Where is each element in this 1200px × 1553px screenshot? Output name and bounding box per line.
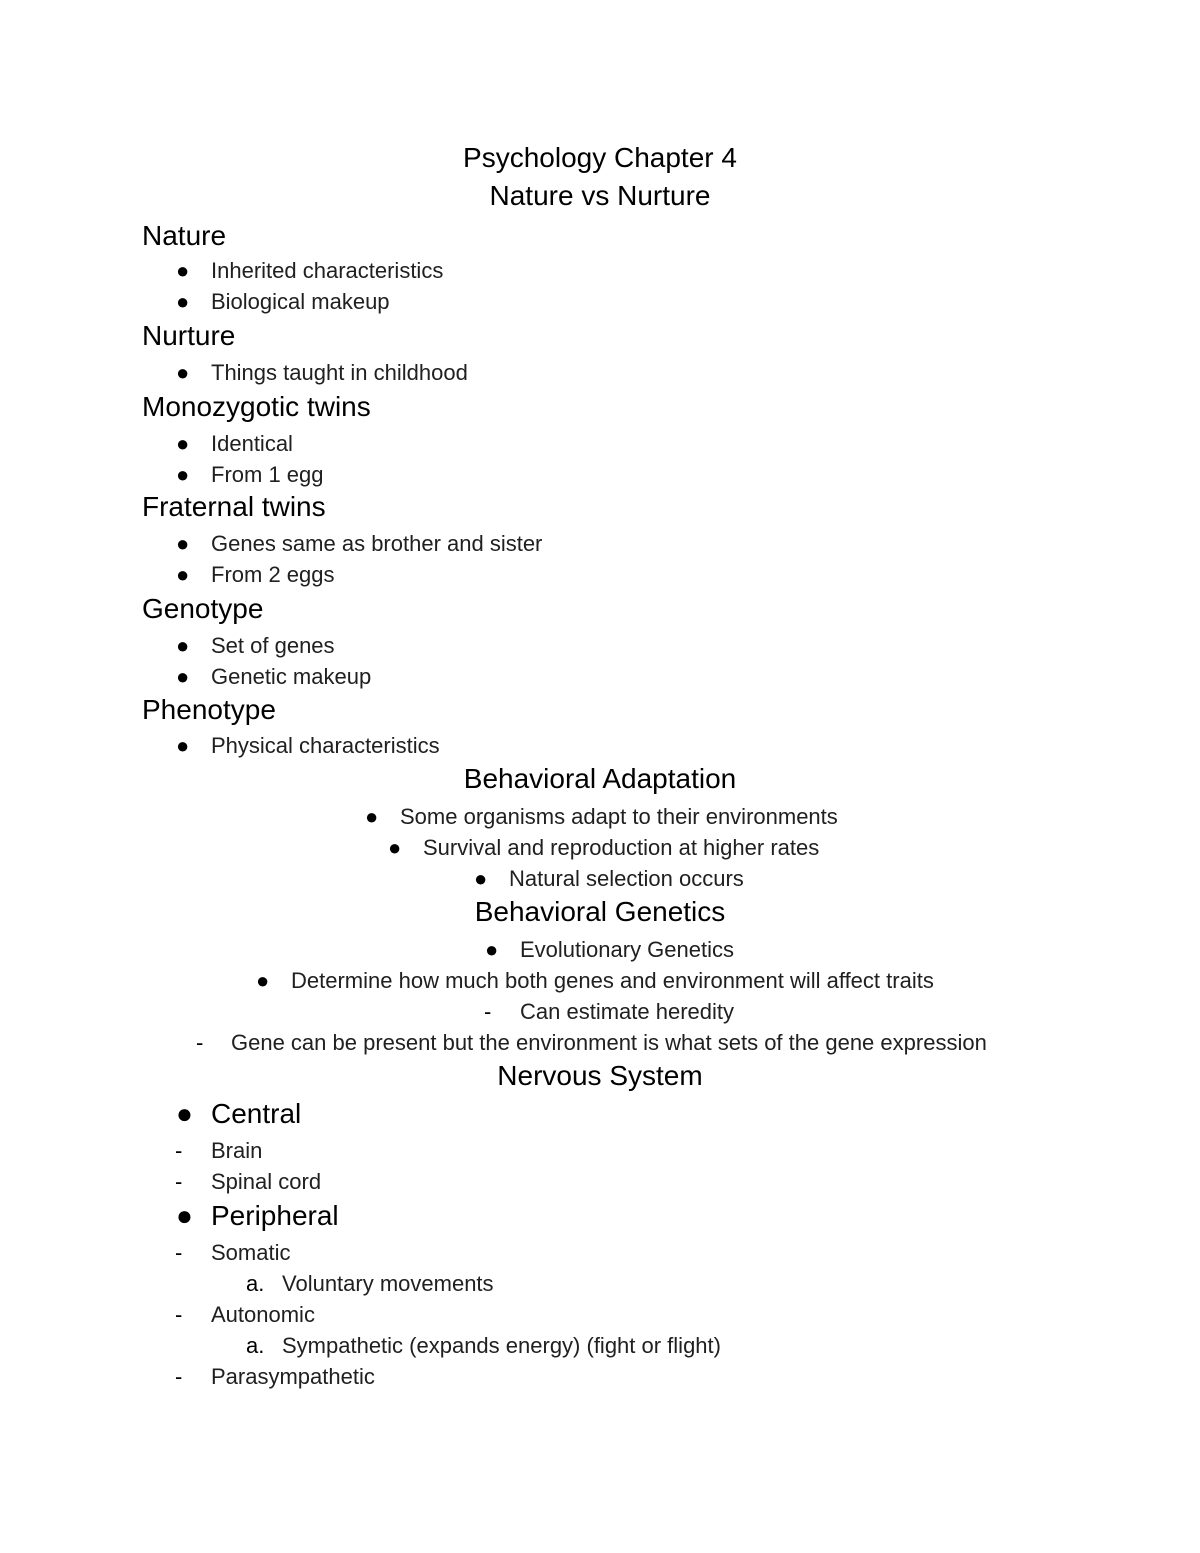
bullet-icon: ● xyxy=(176,289,190,314)
bullet-icon: ● xyxy=(176,633,190,658)
list-item: Genetic makeup xyxy=(211,664,372,689)
list-item: Determine how much both genes and environment will affect traits xyxy=(291,968,934,993)
list-item: Autonomic xyxy=(211,1302,315,1327)
list-item-central: Central xyxy=(211,1098,302,1129)
list-item: Inherited characteristics xyxy=(211,258,444,283)
dash-marker: - xyxy=(175,1169,183,1194)
list-item: Some organisms adapt to their environments xyxy=(400,804,838,829)
heading-behavioral-adaptation: Behavioral Adaptation xyxy=(463,763,737,794)
bullet-icon: ● xyxy=(176,562,190,587)
list-item: Physical characteristics xyxy=(211,733,440,758)
dash-marker: - xyxy=(175,1364,183,1389)
bullet-icon: ● xyxy=(485,937,499,962)
dash-marker: - xyxy=(175,1240,183,1265)
list-item: Somatic xyxy=(211,1240,291,1265)
heading-behavioral-genetics: Behavioral Genetics xyxy=(474,896,726,927)
dash-marker: - xyxy=(484,999,492,1024)
bullet-icon: ● xyxy=(176,1098,193,1129)
heading-fraternal: Fraternal twins xyxy=(142,491,326,522)
document-subtitle: Nature vs Nurture xyxy=(489,180,711,211)
dash-marker: - xyxy=(175,1138,183,1163)
bullet-icon: ● xyxy=(176,360,190,385)
alpha-marker: a. xyxy=(246,1271,265,1296)
list-item: Parasympathetic xyxy=(211,1364,375,1389)
list-item: Things taught in childhood xyxy=(211,360,468,385)
list-item: Identical xyxy=(211,431,293,456)
list-item: Biological makeup xyxy=(211,289,390,314)
dash-marker: - xyxy=(196,1030,204,1055)
list-item: Sympathetic (expands energy) (fight or flight) xyxy=(282,1333,721,1358)
document-title: Psychology Chapter 4 xyxy=(463,142,737,173)
list-item: Evolutionary Genetics xyxy=(520,937,734,962)
list-item: Gene can be present but the environment is what sets of the gene expression xyxy=(231,1030,987,1055)
heading-monozygotic: Monozygotic twins xyxy=(142,391,371,422)
dash-marker: - xyxy=(175,1302,183,1327)
heading-nervous-system: Nervous System xyxy=(497,1060,703,1091)
heading-phenotype: Phenotype xyxy=(142,694,276,725)
heading-nurture: Nurture xyxy=(142,320,236,351)
bullet-icon: ● xyxy=(176,664,190,689)
bullet-icon: ● xyxy=(176,431,190,456)
list-item: Genes same as brother and sister xyxy=(211,531,543,556)
bullet-icon: ● xyxy=(365,804,379,829)
bullet-icon: ● xyxy=(388,835,402,860)
list-item: Voluntary movements xyxy=(282,1271,494,1296)
list-item: Natural selection occurs xyxy=(509,866,744,891)
alpha-marker: a. xyxy=(246,1333,265,1358)
list-item: Brain xyxy=(211,1138,263,1163)
list-item: From 1 egg xyxy=(211,462,324,487)
bullet-icon: ● xyxy=(176,1200,193,1231)
list-item: From 2 eggs xyxy=(211,562,335,587)
bullet-icon: ● xyxy=(176,733,190,758)
list-item: Survival and reproduction at higher rates xyxy=(423,835,820,860)
heading-genotype: Genotype xyxy=(142,593,264,624)
bullet-icon: ● xyxy=(256,968,270,993)
list-item: Set of genes xyxy=(211,633,335,658)
list-item: Can estimate heredity xyxy=(520,999,734,1024)
list-item-peripheral: Peripheral xyxy=(211,1200,339,1231)
bullet-icon: ● xyxy=(474,866,488,891)
bullet-icon: ● xyxy=(176,531,190,556)
bullet-icon: ● xyxy=(176,462,190,487)
heading-nature: Nature xyxy=(142,220,227,251)
bullet-icon: ● xyxy=(176,258,190,283)
list-item: Spinal cord xyxy=(211,1169,322,1194)
